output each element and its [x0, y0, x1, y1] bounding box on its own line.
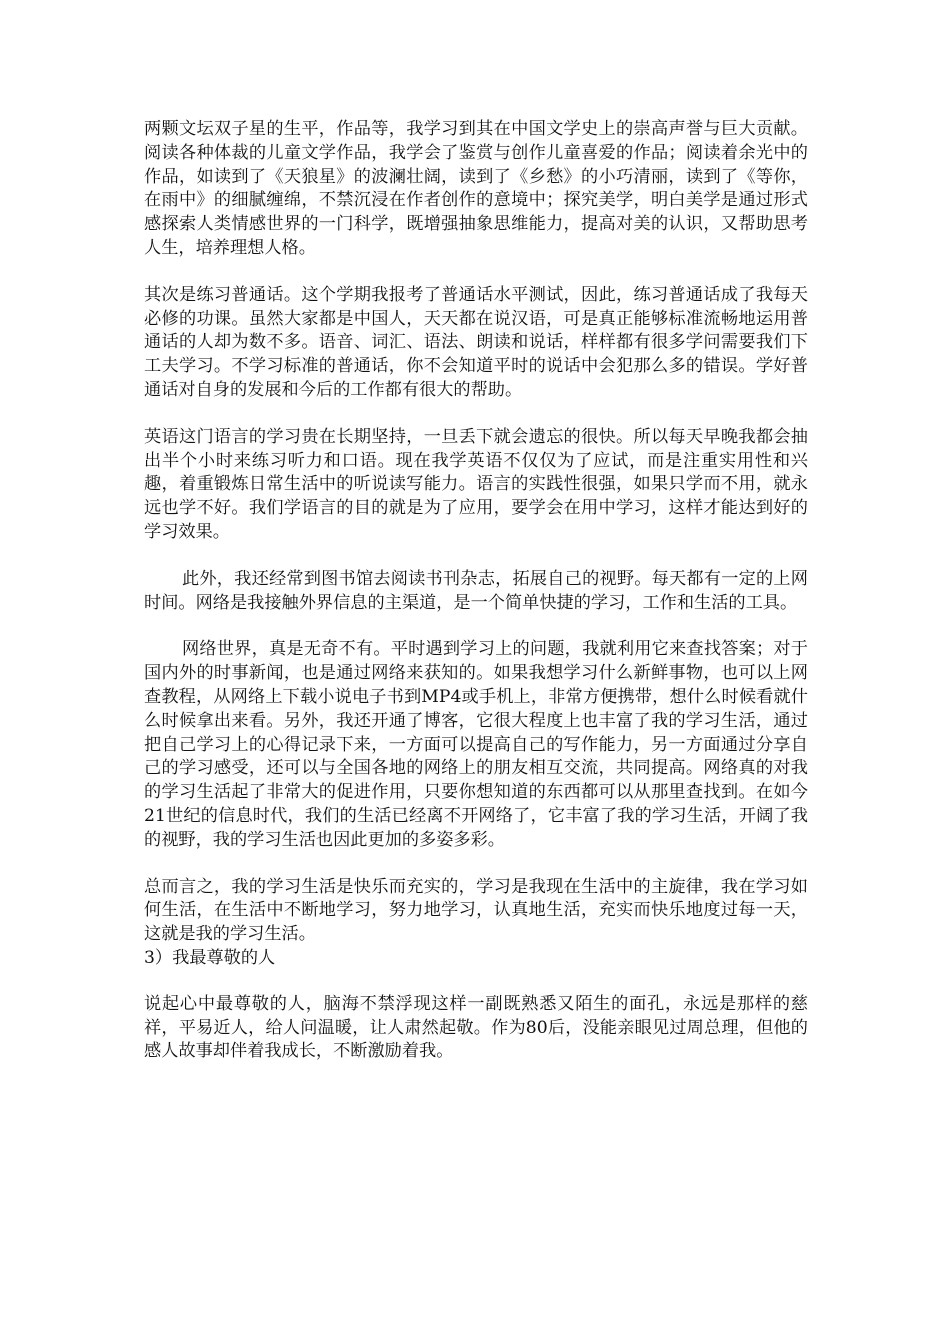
paragraph-library-reading: 此外，我还经常到图书馆去阅读书刊杂志，拓展自己的视野。每天都有一定的上网时间。网络是我接触外界信息的主渠道，是一个简单快捷的学习，工作和生活的工具。 [144, 568, 808, 613]
document-page [144, 118, 808, 1064]
paragraph-most-respected-person: 说起心中最尊敬的人，脑海不禁浮现这样一副既熟悉又陌生的面孔，永远是那样的慈祥，平易近人，给人问温暖，让人肃然起敬。作为80后，没能亲眼见过周总理，但他的感人故事却伴着我成长，不断激励着我。 [144, 993, 808, 1062]
paragraph-literature-study: 两颗文坛双子星的生平，作品等，我学习到其在中国文学史上的崇高声誉与巨大贡献。阅读各种体裁的儿童文学作品，我学会了鉴赏与创作儿童喜爱的作品；阅读着余光中的作品，如读到了《天狼星》的波澜壮阔，读到了《乡愁》的小巧清丽，读到了《等你，在雨中》的细腻缠绵，不禁沉浸在作者创作的意境中；探究美学，明白美学是通过形式感探索人类情感世界的一门科学，既增强抽象思维能力，提高对美的认识，又帮助思考人生，培养理想人格。 [144, 119, 808, 258]
paragraph-conclusion: 总而言之，我的学习生活是快乐而充实的，学习是我现在生活中的主旋律，我在学习如何生活，在生活中不断地学习，努力地学习，认真地生活，充实而快乐地度过每一天，这就是我的学习生活。 [144, 876, 808, 945]
section-heading: 3）我最尊敬的人 [144, 947, 276, 968]
paragraph-internet-world: 网络世界，真是无奇不有。平时遇到学习上的问题，我就利用它来查找答案；对于国内外的时事新闻，也是通过网络来获知的。如果我想学习什么新鲜事物，也可以上网查教程，从网络上下载小说电子书到MP4或手机上，非常方便携带，想什么时候看就什么时候拿出来看。另外，我还开通了博客，它很大程度上也丰富了我的学习生活，通过把自己学习上的心得记录下来，一方面可以提高自己的写作能力，另一方面通过分享自己的学习感受，还可以与全国各地的网络上的朋友相互交流，共同提高。网络真的对我的学习生活起了非常大的促进作用，只要你想知道的东西都可以从那里查找到。在如今21世纪的信息时代，我们的生活已经离不开网络了，它丰富了我的学习生活，开阔了我的视野，我的学习生活也因此更加的多姿多彩。 [144, 639, 808, 850]
paragraph-mandarin-practice: 其次是练习普通话。这个学期我报考了普通话水平测试，因此，练习普通话成了我每天必修的功课。虽然大家都是中国人，天天都在说汉语，可是真正能够标准流畅地运用普通话的人却为数不多。语音、词汇、语法、朗读和说话，样样都有很多学问需要我们下工夫学习。不学习标准的普通话，你不会知道平时的说话中会犯那么多的错误。学好普通话对自身的发展和今后的工作都有很大的帮助。 [144, 284, 808, 400]
paragraph-english-study: 英语这门语言的学习贵在长期坚持，一旦丢下就会遗忘的很快。所以每天早晚我都会抽出半个小时来练习听力和口语。现在我学英语不仅仅为了应试，而是注重实用性和兴趣，着重锻炼日常生活中的听说读写能力。语言的实践性很强，如果只学而不用，就永远也学不好。我们学语言的目的就是为了应用，要学会在用中学习，这样才能达到好的学习效果。 [144, 426, 808, 542]
